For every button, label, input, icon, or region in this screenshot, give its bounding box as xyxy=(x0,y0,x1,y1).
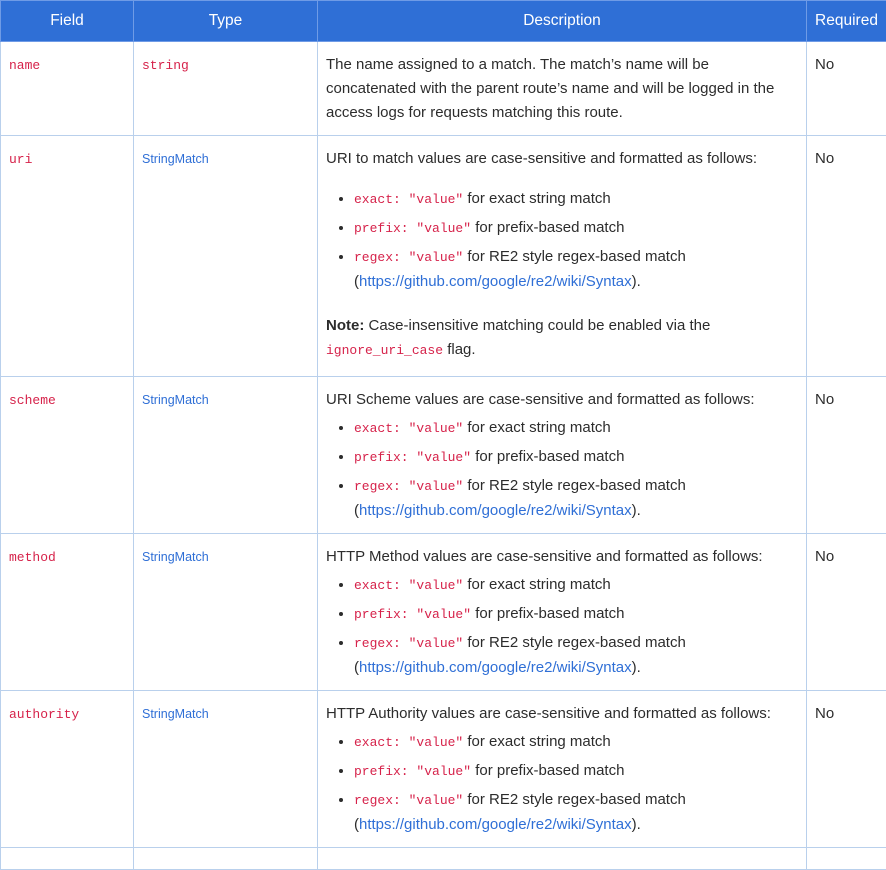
description-intro: URI Scheme values are case-sensitive and formatted as follows: xyxy=(326,388,796,412)
paren-close: ). xyxy=(632,502,641,519)
required-cell xyxy=(807,848,886,870)
table-row xyxy=(1,377,886,534)
list-item xyxy=(354,474,796,523)
syntax-link[interactable]: https://github.com/google/re2/wiki/Syntax xyxy=(359,659,632,676)
required-cell xyxy=(807,691,886,848)
table-row xyxy=(1,691,886,848)
paren-open: ( xyxy=(354,816,359,833)
option-key: prefix: xyxy=(354,764,416,779)
required-cell xyxy=(807,534,886,691)
type-link[interactable]: StringMatch xyxy=(142,550,209,564)
note-text: Case-insensitive matching could be enabled via the xyxy=(364,317,710,334)
paren-open: ( xyxy=(354,273,359,290)
option-text: for exact string match xyxy=(463,419,611,436)
field-cell xyxy=(1,136,134,377)
option-key: regex: xyxy=(354,636,409,651)
required-value: No xyxy=(815,56,834,73)
option-value: "value" xyxy=(409,250,464,265)
header-field: Field xyxy=(1,1,134,42)
table-row xyxy=(1,42,886,136)
options-list xyxy=(326,573,796,680)
option-value: "value" xyxy=(416,764,471,779)
description-cell xyxy=(318,42,807,136)
syntax-link[interactable]: https://github.com/google/re2/wiki/Syntax xyxy=(359,502,632,519)
field-name: authority xyxy=(9,707,79,722)
option-key: prefix: xyxy=(354,221,416,236)
note xyxy=(326,314,796,363)
option-value: "value" xyxy=(409,479,464,494)
type-cell xyxy=(134,534,318,691)
field-name: scheme xyxy=(9,393,56,408)
option-value: "value" xyxy=(409,793,464,808)
type-name: string xyxy=(142,58,189,73)
description-cell xyxy=(318,691,807,848)
type-link[interactable]: StringMatch xyxy=(142,152,209,166)
option-value: "value" xyxy=(409,735,464,750)
option-text: for prefix-based match xyxy=(471,448,624,465)
required-cell xyxy=(807,42,886,136)
required-value: No xyxy=(815,548,834,565)
type-cell xyxy=(134,848,318,870)
list-item xyxy=(354,759,796,784)
field-name: method xyxy=(9,550,56,565)
field-cell xyxy=(1,377,134,534)
description-cell xyxy=(318,534,807,691)
type-link[interactable]: StringMatch xyxy=(142,707,209,721)
option-value: "value" xyxy=(416,221,471,236)
field-cell xyxy=(1,691,134,848)
option-value: "value" xyxy=(409,421,464,436)
type-cell xyxy=(134,691,318,848)
option-value: "value" xyxy=(409,192,464,207)
note-tail: flag. xyxy=(443,341,476,358)
option-text: for prefix-based match xyxy=(471,605,624,622)
option-text: for RE2 style regex-based match xyxy=(463,248,686,265)
paren-open: ( xyxy=(354,502,359,519)
description-intro: HTTP Method values are case-sensitive and formatted as follows: xyxy=(326,545,796,569)
field-cell xyxy=(1,848,134,870)
option-key: regex: xyxy=(354,479,409,494)
option-key: prefix: xyxy=(354,450,416,465)
header-type: Type xyxy=(134,1,318,42)
option-key: exact: xyxy=(354,192,409,207)
option-text: for exact string match xyxy=(463,733,611,750)
option-key: exact: xyxy=(354,578,409,593)
list-item xyxy=(354,788,796,837)
type-link[interactable]: StringMatch xyxy=(142,393,209,407)
required-cell xyxy=(807,377,886,534)
description-cell xyxy=(318,848,807,870)
paren-close: ). xyxy=(632,816,641,833)
table-row xyxy=(1,534,886,691)
header-row xyxy=(1,1,886,42)
options-list xyxy=(326,187,796,294)
field-name: name xyxy=(9,58,40,73)
table-row xyxy=(1,136,886,377)
syntax-link[interactable]: https://github.com/google/re2/wiki/Syntax xyxy=(359,273,632,290)
option-value: "value" xyxy=(409,578,464,593)
description-intro: HTTP Authority values are case-sensitive and formatted as follows: xyxy=(326,702,796,726)
list-item xyxy=(354,187,796,212)
table-row xyxy=(1,848,886,870)
field-cell xyxy=(1,42,134,136)
type-cell xyxy=(134,377,318,534)
option-key: prefix: xyxy=(354,607,416,622)
note-code: ignore_uri_case xyxy=(326,343,443,358)
list-item xyxy=(354,573,796,598)
header-description: Description xyxy=(318,1,807,42)
option-key: exact: xyxy=(354,735,409,750)
description-cell xyxy=(318,136,807,377)
list-item xyxy=(354,631,796,680)
list-item xyxy=(354,245,796,294)
list-item xyxy=(354,602,796,627)
list-item xyxy=(354,445,796,470)
option-key: exact: xyxy=(354,421,409,436)
option-value: "value" xyxy=(409,636,464,651)
option-text: for RE2 style regex-based match xyxy=(463,634,686,651)
syntax-link[interactable]: https://github.com/google/re2/wiki/Syntax xyxy=(359,816,632,833)
description-text: The name assigned to a match. The match’s name will be concatenated with the parent route’s name and will be logged in the access logs for requests matching this route. xyxy=(326,56,774,121)
field-name: uri xyxy=(9,152,32,167)
header-required: Required xyxy=(807,1,886,42)
description-cell xyxy=(318,377,807,534)
type-cell xyxy=(134,136,318,377)
options-list xyxy=(326,416,796,523)
option-key: regex: xyxy=(354,793,409,808)
table-header xyxy=(1,1,886,42)
paren-close: ). xyxy=(632,659,641,676)
option-value: "value" xyxy=(416,450,471,465)
note-label: Note: xyxy=(326,317,364,334)
option-text: for exact string match xyxy=(463,190,611,207)
option-text: for exact string match xyxy=(463,576,611,593)
option-value: "value" xyxy=(416,607,471,622)
required-value: No xyxy=(815,705,834,722)
option-text: for RE2 style regex-based match xyxy=(463,791,686,808)
list-item xyxy=(354,416,796,441)
paren-open: ( xyxy=(354,659,359,676)
option-key: regex: xyxy=(354,250,409,265)
type-cell xyxy=(134,42,318,136)
option-text: for RE2 style regex-based match xyxy=(463,477,686,494)
option-text: for prefix-based match xyxy=(471,762,624,779)
option-text: for prefix-based match xyxy=(471,219,624,236)
list-item xyxy=(354,730,796,755)
paren-close: ). xyxy=(632,273,641,290)
field-cell xyxy=(1,534,134,691)
required-cell xyxy=(807,136,886,377)
options-list xyxy=(326,730,796,837)
description-intro: URI to match values are case-sensitive and formatted as follows: xyxy=(326,147,796,171)
required-value: No xyxy=(815,150,834,167)
required-value: No xyxy=(815,391,834,408)
list-item xyxy=(354,216,796,241)
